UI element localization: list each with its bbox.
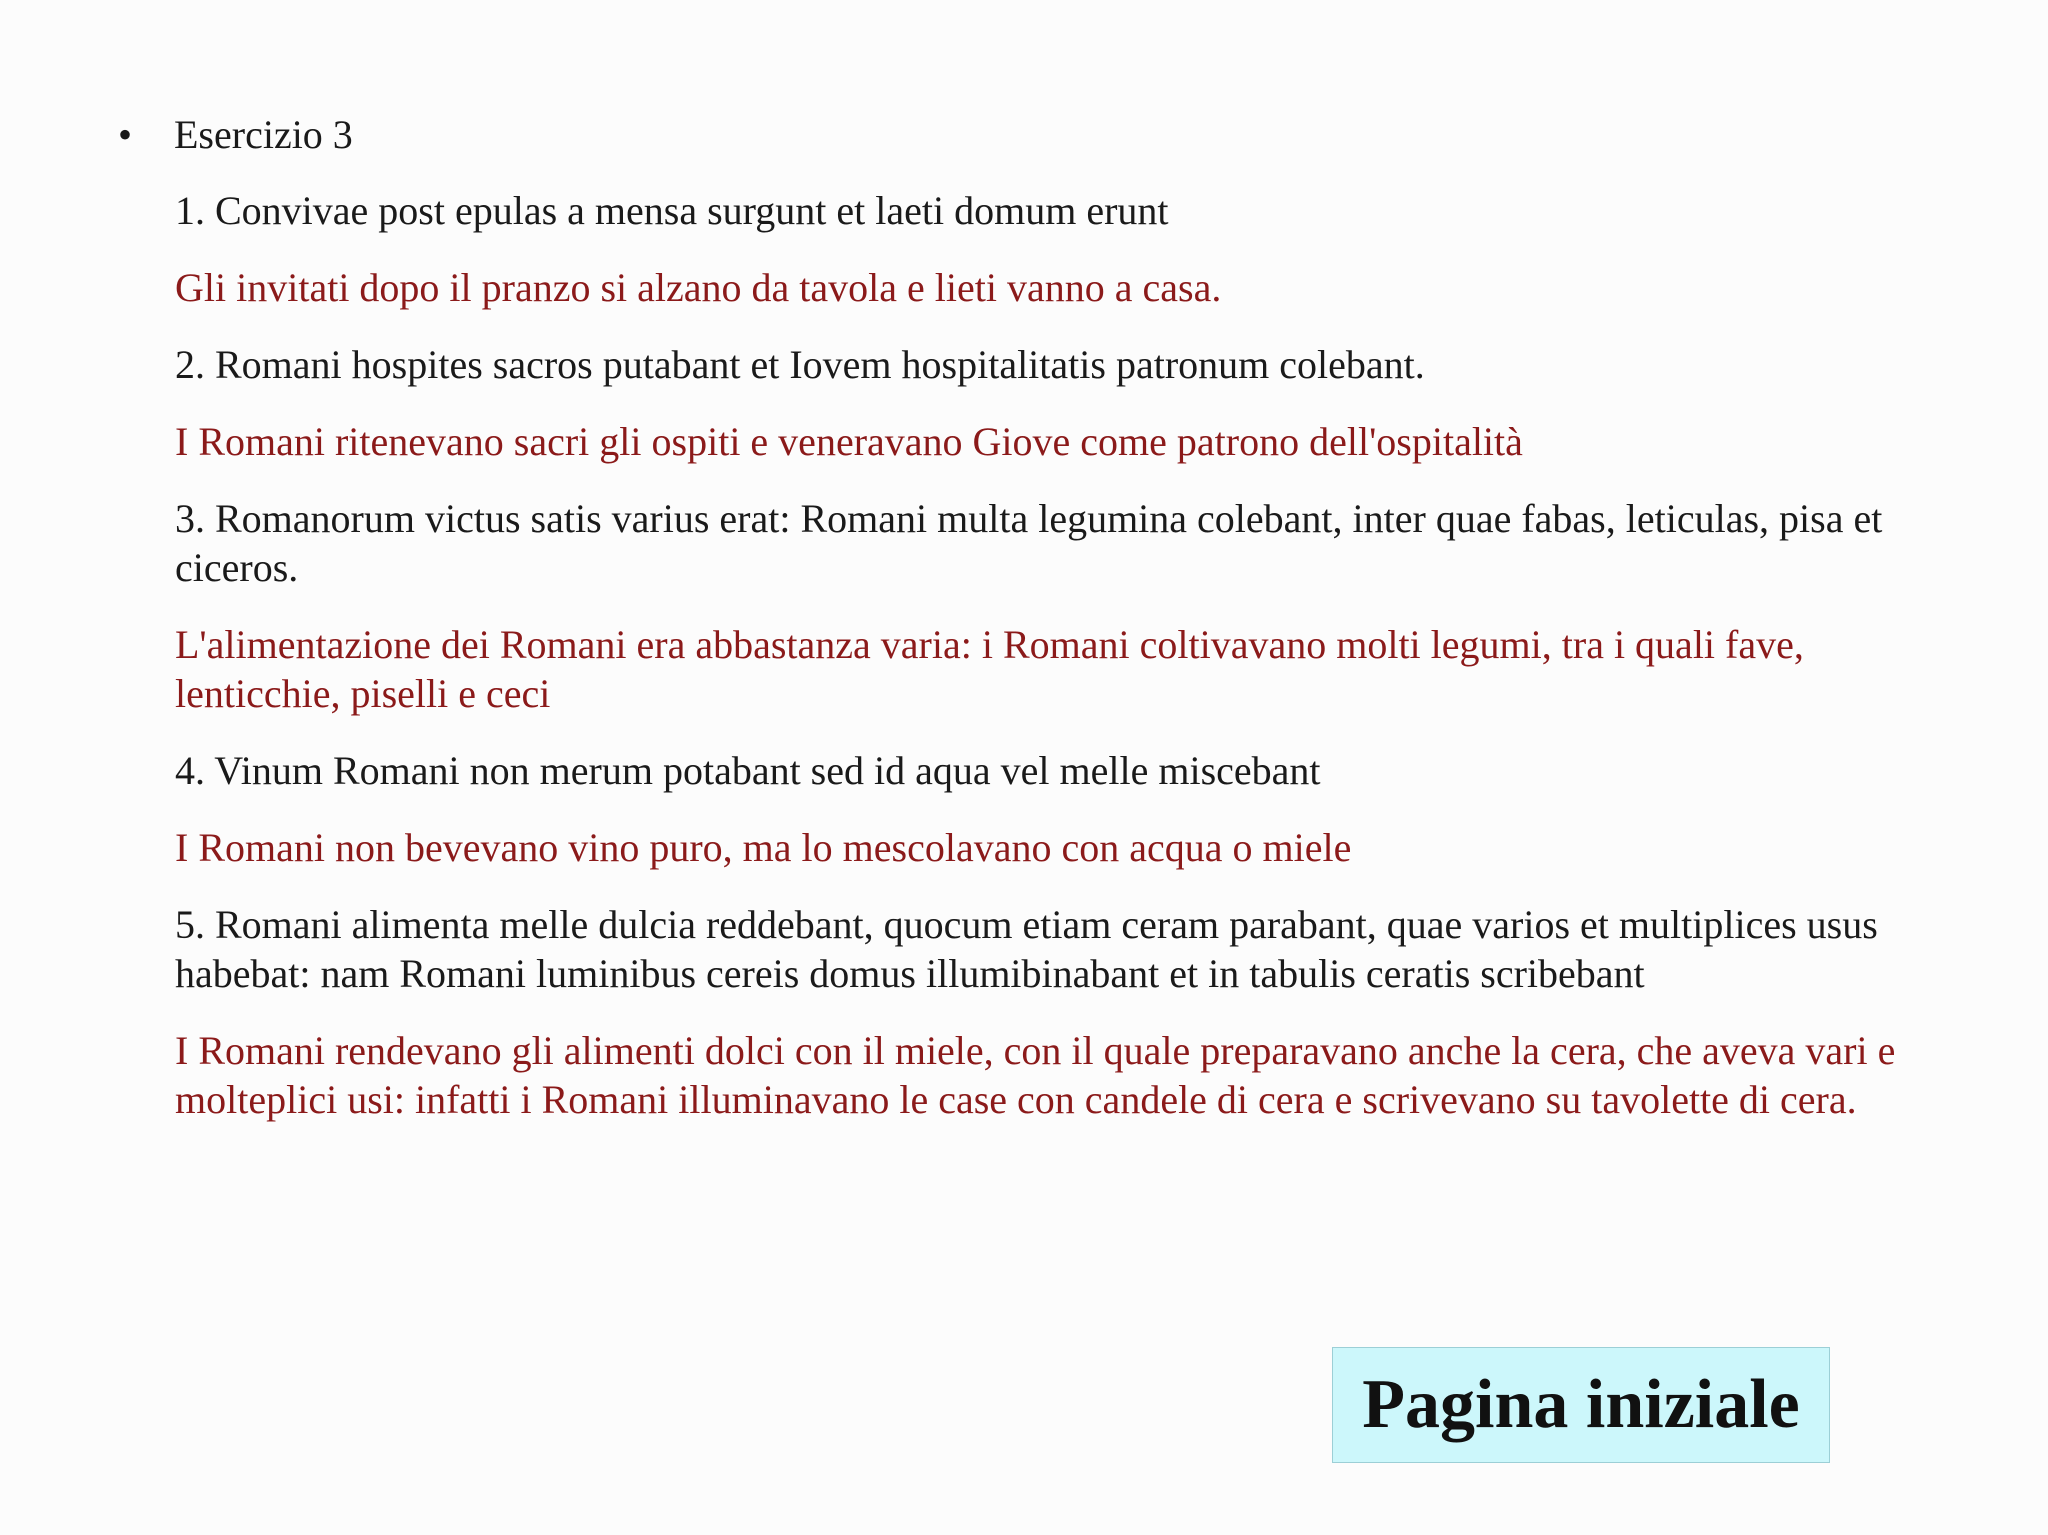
latin-sentence-1: 1. Convivae post epulas a mensa surgunt et laeti domum erunt <box>175 188 1169 233</box>
italian-translation-4: I Romani non bevevano vino puro, ma lo mescolavano con acqua o miele <box>175 825 1352 870</box>
italian-translation-2: I Romani ritenevano sacri gli ospiti e veneravano Giove come patrono dell'ospitalità <box>175 419 1523 464</box>
exercise-heading <box>118 108 353 162</box>
latin-sentence-5: 5. Romani alimenta melle dulcia reddebant, quocum etiam ceram parabant, quae varios et multiplices usus habebat: nam Romani luminibus cereis domus illumibinabant et in tabulis ceratis scribebant <box>175 902 1878 996</box>
home-page-button[interactable]: Pagina iniziale <box>1332 1347 1830 1463</box>
latin-sentence-4: 4. Vinum Romani non merum potabant sed id aqua vel melle miscebant <box>175 748 1321 793</box>
latin-sentence-2: 2. Romani hospites sacros putabant et Iovem hospitalitatis patronum colebant. <box>175 342 1425 387</box>
italian-translation-5: I Romani rendevano gli alimenti dolci con il miele, con il quale preparavano anche la cera, che aveva vari e molteplici usi: infatti i Romani illuminavano le case con candele di cera e scrivevano su tavolette di cera. <box>175 1028 1896 1122</box>
exercise-title: Esercizio 3 <box>174 112 353 157</box>
latin-sentence-3: 3. Romanorum victus satis varius erat: Romani multa legumina colebant, inter quae fabas, leticulas, pisa et ciceros. <box>175 496 1883 590</box>
italian-translation-3: L'alimentazione dei Romani era abbastanza varia: i Romani coltivavano molti legumi, tra i quali fave, lenticchie, piselli e ceci <box>175 622 1804 716</box>
exercise-content <box>175 186 1975 1152</box>
bullet-icon: • <box>118 112 133 157</box>
italian-translation-1: Gli invitati dopo il pranzo si alzano da tavola e lieti vanno a casa. <box>175 265 1222 310</box>
